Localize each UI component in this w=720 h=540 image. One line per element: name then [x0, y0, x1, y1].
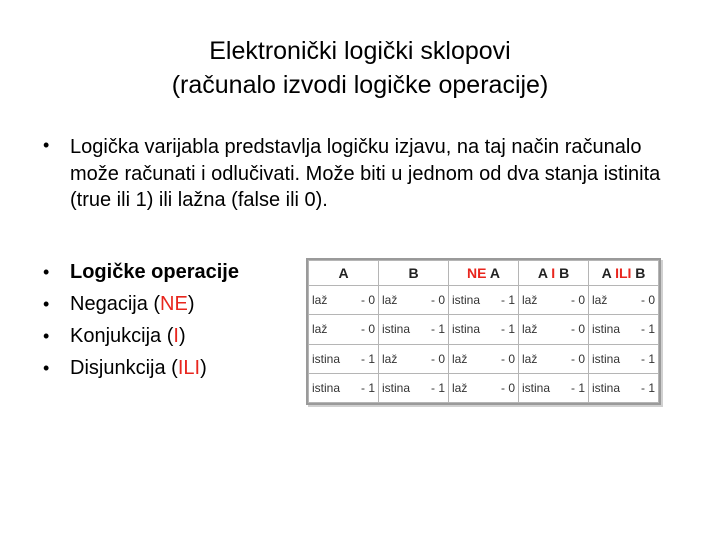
table-cell: istina - 1	[519, 373, 589, 402]
table-cell: istina - 1	[589, 373, 659, 402]
operation-negation: Negacija (NE)	[70, 293, 195, 315]
header-a-ili-b: A ILI B	[589, 261, 659, 286]
header-ne-a: NE A	[449, 261, 519, 286]
table-cell: istina - 1	[449, 286, 519, 315]
table-cell: laž - 0	[379, 344, 449, 373]
table-cell: istina - 1	[589, 344, 659, 373]
negation-bullet: •	[43, 294, 50, 314]
table-cell: laž - 0	[309, 286, 379, 315]
header-a-i-b: A I B	[519, 261, 589, 286]
table-cell: laž - 0	[589, 286, 659, 315]
operations-bullet: •	[43, 262, 50, 282]
truth-table	[306, 258, 661, 405]
table-cell: laž - 0	[519, 344, 589, 373]
table-cell: istina - 1	[589, 315, 659, 344]
table-row	[309, 373, 659, 402]
table-cell: istina - 1	[309, 373, 379, 402]
operations-heading: Logičke operacije	[70, 261, 239, 283]
conjunction-bullet: •	[43, 326, 50, 346]
table-cell: laž - 0	[449, 344, 519, 373]
intro-paragraph: Logička varijabla predstavlja logičku izjavu, na taj način računalo može računati i odlučivati. Može biti u jednom od dva stanja istinita (true ili 1) ili lažna (false ili 0).	[70, 136, 661, 211]
table-row	[309, 315, 659, 344]
intro-bullet: •	[43, 135, 50, 155]
truth-table-header	[309, 261, 659, 286]
table-cell: laž - 0	[309, 315, 379, 344]
operation-disjunction: Disjunkcija (ILI)	[70, 357, 207, 379]
table-row	[309, 286, 659, 315]
table-cell: laž - 0	[449, 373, 519, 402]
table-row	[309, 344, 659, 373]
table-cell: laž - 0	[519, 315, 589, 344]
header-a: A	[309, 261, 379, 286]
title-line-2: (računalo izvodi logičke operacije)	[171, 71, 549, 99]
disjunction-bullet: •	[43, 358, 50, 378]
table-cell: istina - 1	[449, 315, 519, 344]
table-cell: laž - 0	[379, 286, 449, 315]
table-cell: laž - 0	[519, 286, 589, 315]
table-cell: istina - 1	[379, 373, 449, 402]
table-cell: istina - 1	[379, 315, 449, 344]
title-line-1: Elektronički logički sklopovi	[209, 37, 511, 65]
operation-conjunction: Konjukcija (I)	[70, 325, 186, 347]
header-b: B	[379, 261, 449, 286]
table-cell: istina - 1	[309, 344, 379, 373]
slide-title	[0, 34, 720, 102]
